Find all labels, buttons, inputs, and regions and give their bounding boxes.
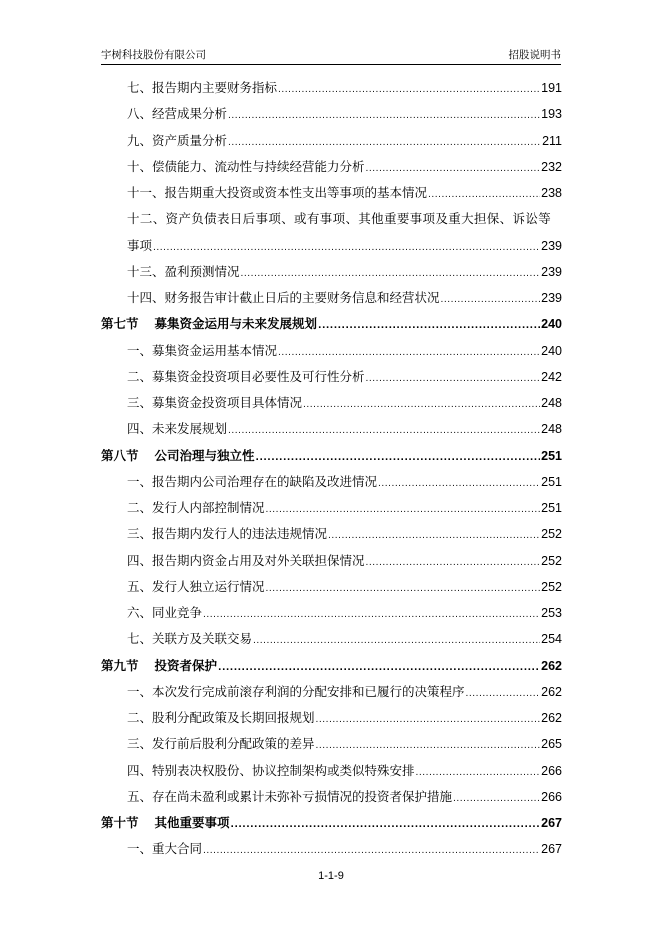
toc-entry-title: 六、同业竞争 [127, 605, 203, 620]
toc-page-number: 193 [541, 107, 562, 122]
dot-leader [316, 736, 541, 756]
toc-page-number: 240 [541, 317, 562, 332]
dot-leader [153, 238, 540, 258]
toc-entry-title [101, 656, 217, 676]
dot-leader [318, 316, 540, 336]
dot-leader [256, 448, 541, 468]
toc-entry-title: 九、资产质量分析 [127, 132, 228, 148]
toc-page-number: 239 [541, 264, 562, 279]
dot-leader [366, 369, 541, 389]
toc-entry-title: 二、股利分配政策及长期回报规划 [127, 710, 315, 725]
toc-section-number: 第八节 [101, 447, 139, 463]
toc-page-number: 252 [541, 527, 562, 542]
table-of-contents [101, 78, 562, 866]
toc-entry-title: 八、经营成果分析 [127, 106, 228, 122]
dot-leader [228, 106, 540, 126]
toc-entry[interactable] [101, 157, 562, 183]
toc-entry[interactable] [101, 288, 562, 314]
toc-page-number: 265 [541, 737, 562, 752]
toc-section-number: 第七节 [101, 316, 139, 332]
toc-entry-title: 五、发行人独立运行情况 [127, 578, 265, 594]
dot-leader [228, 421, 540, 441]
dot-leader [266, 500, 541, 520]
toc-entry-title: 一、报告期内公司治理存在的缺陷及改进情况 [127, 473, 378, 489]
toc-page-number: 251 [541, 474, 562, 489]
toc-entry-title: 十四、财务报告审计截止日后的主要财务信息和经营状况 [127, 290, 440, 305]
toc-entry[interactable] [101, 262, 562, 288]
toc-page-number: 240 [541, 343, 562, 358]
dot-leader [316, 710, 541, 730]
dot-leader [231, 815, 541, 835]
dot-leader [253, 631, 540, 651]
toc-section-number: 第十节 [101, 815, 139, 830]
dot-leader [328, 526, 540, 546]
toc-section-entry[interactable] [101, 813, 562, 839]
toc-entry-title: 十、偿债能力、流动性与持续经营能力分析 [127, 158, 365, 174]
toc-entry[interactable] [101, 577, 562, 603]
toc-entry[interactable] [101, 393, 562, 419]
toc-entry-title: 二、募集资金投资项目必要性及可行性分析 [127, 368, 365, 384]
dot-leader [416, 763, 541, 783]
toc-entry[interactable] [101, 708, 562, 734]
toc-page-number: 252 [541, 553, 562, 568]
toc-page-number: 267 [541, 842, 562, 857]
dot-leader [203, 841, 540, 861]
toc-entry-title: 三、报告期内发行人的违法违规情况 [127, 526, 328, 542]
dot-leader [218, 658, 540, 678]
toc-entry[interactable] [101, 472, 562, 498]
dot-leader [366, 159, 541, 179]
toc-page-number: 232 [541, 159, 562, 174]
toc-entry-title: 二、发行人内部控制情况 [127, 500, 265, 515]
toc-entry-title: 一、重大合同 [127, 841, 203, 857]
dot-leader [453, 789, 540, 809]
toc-page-number: 266 [541, 789, 562, 804]
toc-entry[interactable] [101, 78, 562, 104]
toc-section-title: 募集资金运用与未来发展规划 [154, 316, 318, 332]
toc-section-entry[interactable] [101, 446, 562, 472]
toc-entry-title: 十一、报告期重大投资或资本性支出等事项的基本情况 [127, 185, 428, 200]
toc-entry-title: 一、本次发行完成前滚存利润的分配安排和已履行的决策程序 [127, 683, 465, 699]
page-header [101, 44, 561, 65]
toc-entry[interactable] [101, 603, 562, 629]
toc-entry-title: 三、发行前后股利分配政策的差异 [127, 736, 315, 752]
toc-entry-title: 四、未来发展规划 [127, 421, 228, 437]
toc-page-number: 211 [542, 133, 562, 148]
toc-entry-title-line2: 事项 [127, 237, 153, 253]
toc-entry[interactable] [101, 734, 562, 760]
toc-page-number: 262 [541, 684, 562, 699]
toc-entry-title [101, 446, 255, 466]
toc-entry[interactable] [101, 498, 562, 524]
toc-entry-title: 七、报告期内主要财务指标 [127, 80, 278, 95]
toc-entry-title [101, 314, 317, 334]
dot-leader [203, 605, 540, 625]
dot-leader [466, 684, 541, 704]
toc-page-number: 251 [541, 448, 562, 463]
toc-entry[interactable] [101, 104, 562, 130]
toc-page-number: 267 [541, 816, 562, 830]
toc-entry[interactable] [101, 761, 562, 787]
toc-section-entry[interactable] [101, 314, 562, 340]
toc-section-title: 投资者保护 [154, 657, 218, 673]
toc-entry[interactable] [101, 209, 562, 262]
dot-leader [366, 553, 541, 573]
toc-entry-title: 三、募集资金投资项目具体情况 [127, 395, 303, 410]
toc-entry-title [101, 813, 230, 833]
toc-entry-title: 四、特别表决权股份、协议控制架构或类似特殊安排 [127, 762, 415, 778]
toc-page-number: 253 [541, 606, 562, 620]
toc-entry[interactable] [101, 839, 562, 865]
toc-page-number: 252 [541, 579, 562, 594]
toc-page-number: 254 [541, 632, 562, 647]
toc-page-number: 251 [541, 501, 562, 515]
toc-page-number: 239 [541, 291, 562, 305]
toc-page-number: 242 [541, 369, 562, 384]
dot-leader [441, 290, 541, 310]
toc-section-title: 其他重要事项 [154, 815, 230, 830]
toc-page-number: 239 [541, 238, 562, 253]
toc-entry[interactable] [101, 629, 562, 655]
company-name: 宇树科技股份有限公司 [101, 49, 206, 61]
toc-entry-title: 七、关联方及关联交易 [127, 631, 253, 647]
toc-page-number: 191 [541, 81, 562, 95]
toc-entry[interactable] [101, 551, 562, 577]
toc-entry[interactable] [101, 367, 562, 393]
toc-page-number: 248 [541, 422, 562, 437]
page-number: 1-1-9 [318, 870, 344, 882]
toc-page-number: 248 [541, 396, 562, 410]
toc-entry[interactable] [101, 183, 562, 209]
toc-entry-title: 一、募集资金运用基本情况 [127, 342, 278, 358]
toc-entry-title: 四、报告期内资金占用及对外关联担保情况 [127, 552, 365, 568]
toc-entry-title-line1: 十二、资产负债表日后事项、或有事项、其他重要事项及重大担保、诉讼等 [127, 211, 552, 227]
toc-entry-title: 十三、盈利预测情况 [127, 263, 240, 279]
document-type: 招股说明书 [508, 49, 561, 61]
toc-section-number: 第九节 [101, 657, 139, 673]
dot-leader [266, 579, 541, 599]
toc-entry[interactable] [101, 524, 562, 550]
dot-leader [278, 343, 540, 363]
toc-page-number: 266 [541, 763, 562, 778]
toc-entry[interactable] [101, 341, 562, 367]
dot-leader [241, 264, 541, 284]
dot-leader [303, 395, 540, 415]
toc-entry[interactable] [101, 419, 562, 445]
toc-entry-title: 五、存在尚未盈利或累计未弥补亏损情况的投资者保护措施 [127, 788, 453, 804]
toc-entry[interactable] [101, 131, 562, 157]
toc-section-entry[interactable] [101, 656, 562, 682]
toc-page-number: 262 [541, 711, 562, 725]
dot-leader [278, 80, 540, 100]
toc-section-title: 公司治理与独立性 [154, 447, 255, 463]
dot-leader [228, 133, 541, 153]
dot-leader [428, 185, 540, 205]
toc-page-number: 262 [541, 658, 562, 673]
toc-entry[interactable] [101, 787, 562, 813]
toc-entry[interactable] [101, 682, 562, 708]
dot-leader [378, 474, 540, 494]
toc-page-number: 238 [541, 186, 562, 200]
